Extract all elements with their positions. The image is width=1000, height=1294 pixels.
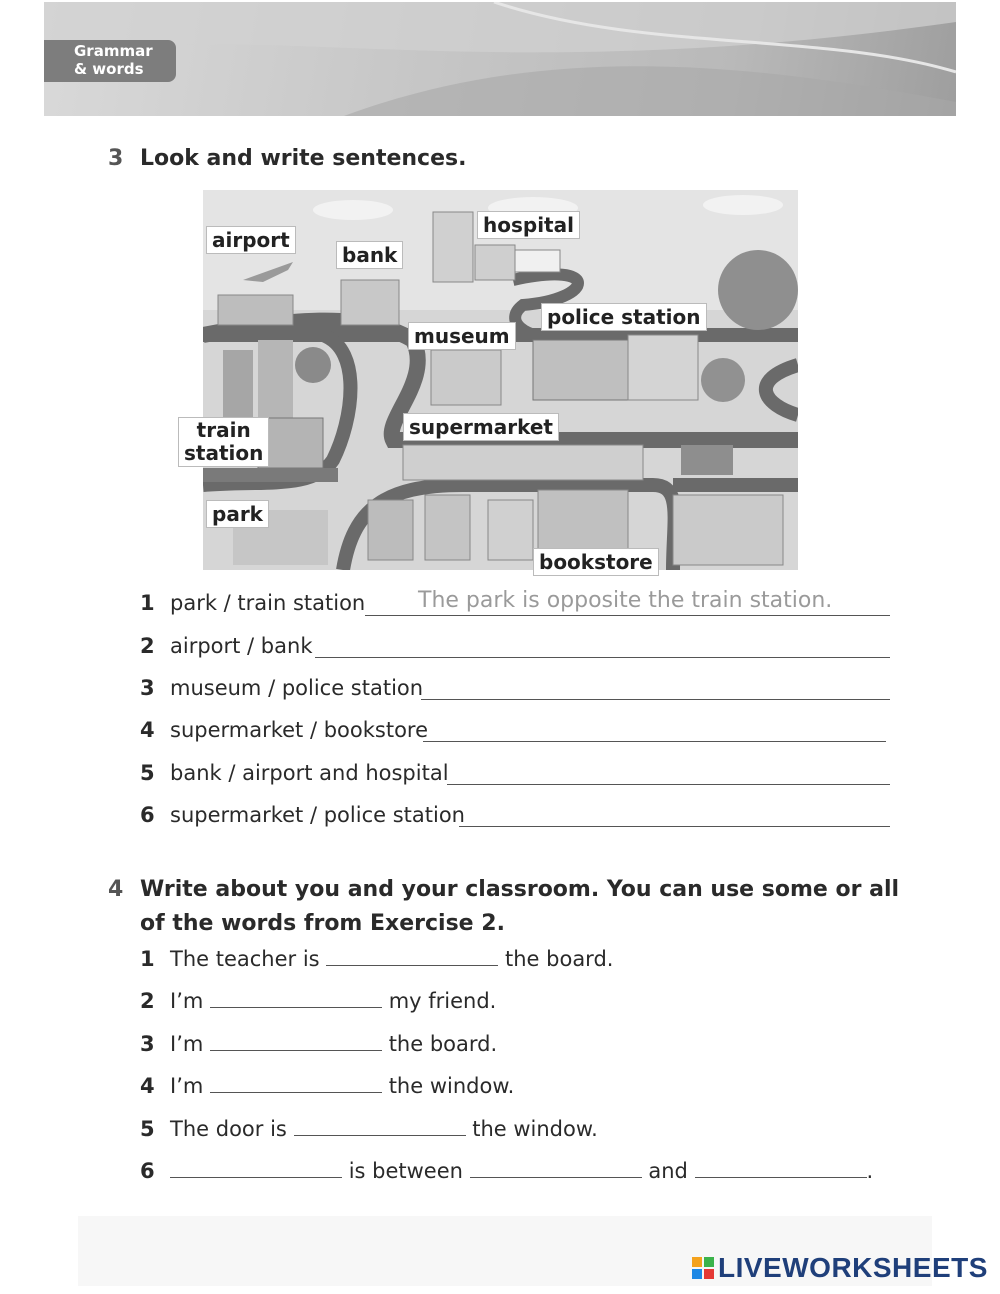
ex3-item-2-number: 2 [140, 634, 155, 658]
map-label-police-station: police station [542, 304, 706, 330]
ex3-item-5-number: 5 [140, 761, 155, 785]
exercise-3-title [108, 146, 466, 171]
map-label-station: station [184, 441, 264, 465]
ex4-blank-6c[interactable] [695, 1157, 867, 1178]
ex3-item-6 [140, 803, 465, 827]
section-tag [44, 40, 176, 82]
ex3-item-5 [140, 761, 449, 785]
map-label-bookstore: bookstore [534, 549, 658, 575]
header-banner [44, 2, 956, 116]
ex4-item-2 [140, 987, 496, 1013]
ex4-item-4 [140, 1072, 514, 1098]
exercise-4-title [108, 877, 899, 902]
ex3-answer-1-text: The park is opposite the train station. [418, 588, 833, 613]
ex4-item-6-number: 6 [140, 1159, 155, 1183]
exercise-3-instruction: Look and write sentences. [140, 146, 467, 171]
map-label-train: train [196, 418, 251, 442]
ex4-item-3-number: 3 [140, 1032, 155, 1056]
ex4-item-4-number: 4 [140, 1074, 155, 1098]
ex4-item-1-after: the board. [505, 947, 614, 971]
section-tag-line1: Grammar [74, 42, 153, 60]
liveworksheets-brand-text: LIVEWORKSHEETS [718, 1252, 988, 1283]
ex3-item-1-number: 1 [140, 591, 155, 615]
ex4-item-2-number: 2 [140, 989, 155, 1013]
ex3-answer-line-6[interactable] [459, 826, 890, 827]
town-map [184, 190, 798, 574]
ex3-item-1-prompt: park / train station [170, 591, 366, 615]
ex4-blank-6b[interactable] [470, 1157, 642, 1178]
exercise-3-number: 3 [108, 146, 124, 171]
ex4-item-6 [140, 1157, 873, 1183]
map-label-museum: museum [409, 323, 515, 349]
ex3-answer-line-1[interactable] [365, 615, 890, 616]
ex4-blank-4[interactable] [210, 1072, 382, 1093]
ex4-item-2-before: I’m [170, 989, 204, 1013]
ex4-item-1-before: The teacher is [170, 947, 320, 971]
ex3-item-2 [140, 634, 312, 658]
map-label-airport: airport [207, 227, 295, 253]
ex3-item-1 [140, 591, 365, 615]
ex4-blank-1[interactable] [326, 945, 498, 966]
ex3-item-6-prompt: supermarket / police station [170, 803, 465, 827]
ex4-blank-2[interactable] [210, 987, 382, 1008]
section-tag-line2: & words [74, 60, 144, 78]
ex4-blank-5[interactable] [294, 1115, 466, 1136]
exercise-4-number: 4 [108, 877, 124, 902]
ex4-blank-6a[interactable] [170, 1157, 342, 1178]
ex4-item-4-before: I’m [170, 1074, 204, 1098]
ex3-answer-line-2[interactable] [315, 657, 890, 658]
map-label-supermarket: supermarket [404, 414, 558, 440]
ex3-item-3-number: 3 [140, 676, 155, 700]
ex4-item-1 [140, 945, 613, 971]
ex4-item-6-end: . [866, 1159, 874, 1183]
ex4-item-5-before: The door is [170, 1117, 287, 1141]
map-label-bank: bank [337, 242, 402, 268]
ex4-item-6-mid2: and [648, 1159, 688, 1183]
ex3-item-2-prompt: airport / bank [170, 634, 313, 658]
ex3-answer-line-4[interactable] [423, 741, 886, 742]
ex3-item-4 [140, 718, 428, 742]
ex3-item-6-number: 6 [140, 803, 155, 827]
ex4-blank-3[interactable] [210, 1030, 382, 1051]
ex3-item-3 [140, 676, 423, 700]
ex4-item-4-after: the window. [388, 1074, 515, 1098]
map-label-hospital: hospital [478, 212, 579, 238]
ex3-item-3-prompt: museum / police station [170, 676, 424, 700]
ex4-item-5 [140, 1115, 598, 1141]
ex4-item-6-mid1: is between [348, 1159, 463, 1183]
exercise-4-instruction-line2: of the words from Exercise 2. [140, 911, 505, 936]
exercise-4-instruction-line1: Write about you and your classroom. You can use some or all [140, 877, 900, 902]
map-label-park: park [207, 501, 268, 527]
ex3-answer-line-5[interactable] [447, 784, 890, 785]
ex4-item-5-after: the window. [472, 1117, 598, 1141]
exercise-4-title-cont [140, 911, 505, 936]
ex4-item-2-after: my friend. [388, 989, 497, 1013]
ex3-answer-line-3[interactable] [421, 699, 890, 700]
ex3-item-4-number: 4 [140, 718, 155, 742]
liveworksheets-logo-icon [692, 1257, 714, 1279]
liveworksheets-logo[interactable] [692, 1252, 988, 1284]
ex4-item-3 [140, 1030, 497, 1056]
ex4-item-1-number: 1 [140, 947, 155, 971]
ex4-item-5-number: 5 [140, 1117, 155, 1141]
map-label-train-station [179, 418, 268, 466]
ex3-item-5-prompt: bank / airport and hospital [170, 761, 449, 785]
ex4-item-3-before: I’m [170, 1032, 204, 1056]
header-wave-decoration [44, 2, 956, 116]
ex3-item-4-prompt: supermarket / bookstore [170, 718, 429, 742]
ex4-item-3-after: the board. [388, 1032, 498, 1056]
